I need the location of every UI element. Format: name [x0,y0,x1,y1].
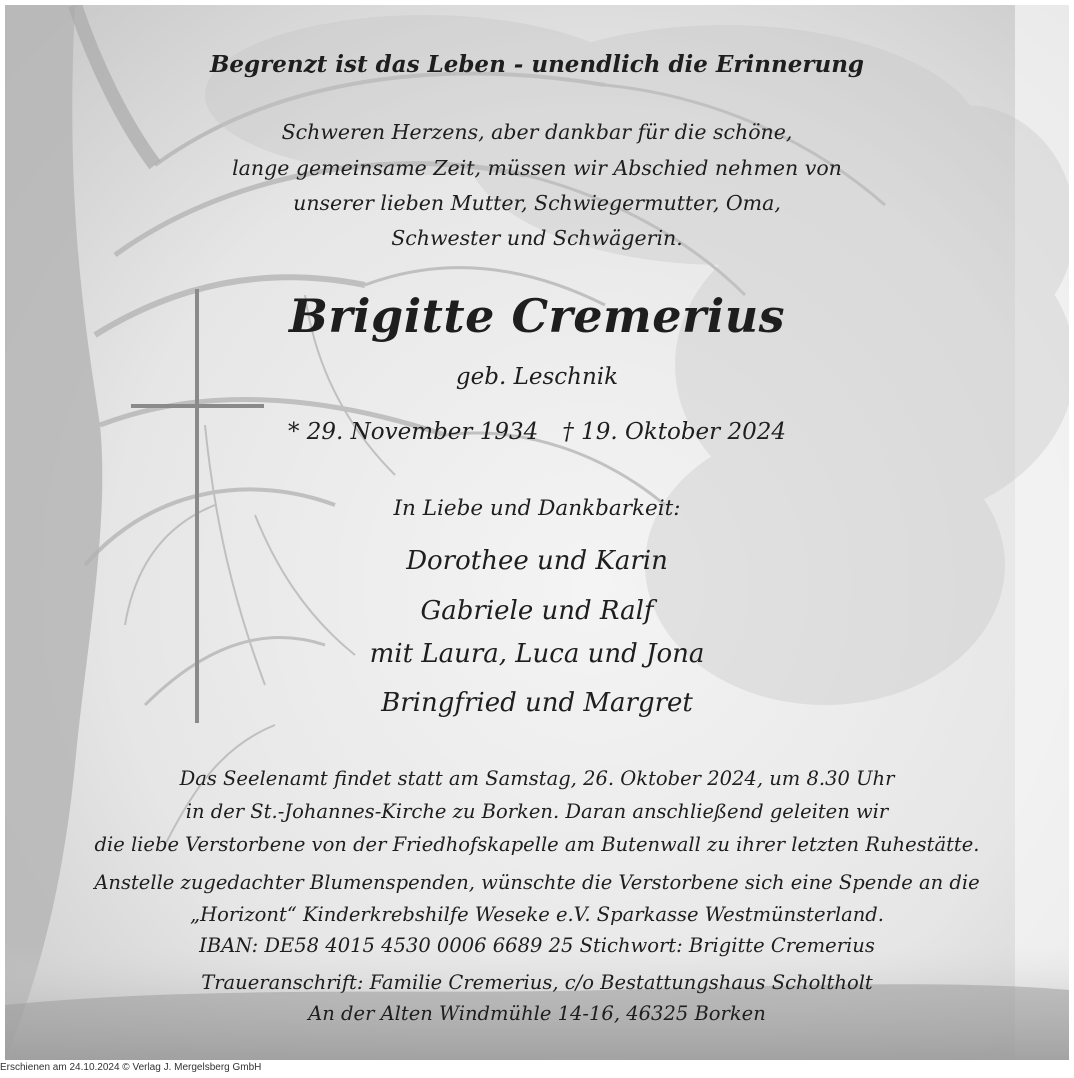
obituary-notice [5,5,1069,1060]
life-dates [5,419,1069,445]
address-line: Traueranschrift: Familie Cremerius, c/o Bestattungshaus Scholtholt [201,971,873,994]
service-line: in der St.-Johannes-Kirche zu Borken. Daran anschließend geleiten wir [185,800,889,823]
intro-line: unserer lieben Mutter, Schwiegermutter, Oma, [293,191,781,215]
thanks-heading: In Liebe und Dankbarkeit: [393,496,681,521]
donation-line: IBAN: DE58 4015 4530 0006 6689 25 Stichwort: Brigitte Cremerius [199,934,875,957]
deceased-name: Brigitte Cremerius [288,289,786,343]
motto: Begrenzt ist das Leben - unendlich die Erinnerung [209,51,865,78]
intro-line: Schweren Herzens, aber dankbar für die schöne, [281,120,793,144]
service-line: die liebe Verstorbene von der Friedhofskapelle am Butenwall zu ihrer letzten Ruhestätte. [94,833,980,856]
family-line: mit Laura, Luca und Jona [369,639,705,669]
intro-line: Schwester und Schwägerin. [391,226,683,250]
family-line: Dorothee und Karin [406,546,668,576]
death-date: † 19. Oktober 2024 [562,419,787,445]
birth-date: * 29. November 1934 [287,419,539,445]
address-line: An der Alten Windmühle 14-16, 46325 Borken [308,1002,766,1025]
service-line: Das Seelenamt findet statt am Samstag, 26. Oktober 2024, um 8.30 Uhr [179,767,895,790]
donation-line: „Horizont“ Kinderkrebshilfe Weseke e.V. Sparkasse Westmünsterland. [190,903,884,926]
publication-footer: Erschienen am 24.10.2024 © Verlag J. Mergelsberg GmbH [0,1062,262,1073]
family-line: Bringfried und Margret [381,688,693,718]
donation-line: Anstelle zugedachter Blumenspenden, wünschte die Verstorbene sich eine Spende an die [94,871,980,894]
intro-line: lange gemeinsame Zeit, müssen wir Abschied nehmen von [232,156,842,180]
family-line: Gabriele und Ralf [420,596,654,626]
birth-name: geb. Leschnik [455,364,619,390]
notice-text [5,5,1069,1060]
